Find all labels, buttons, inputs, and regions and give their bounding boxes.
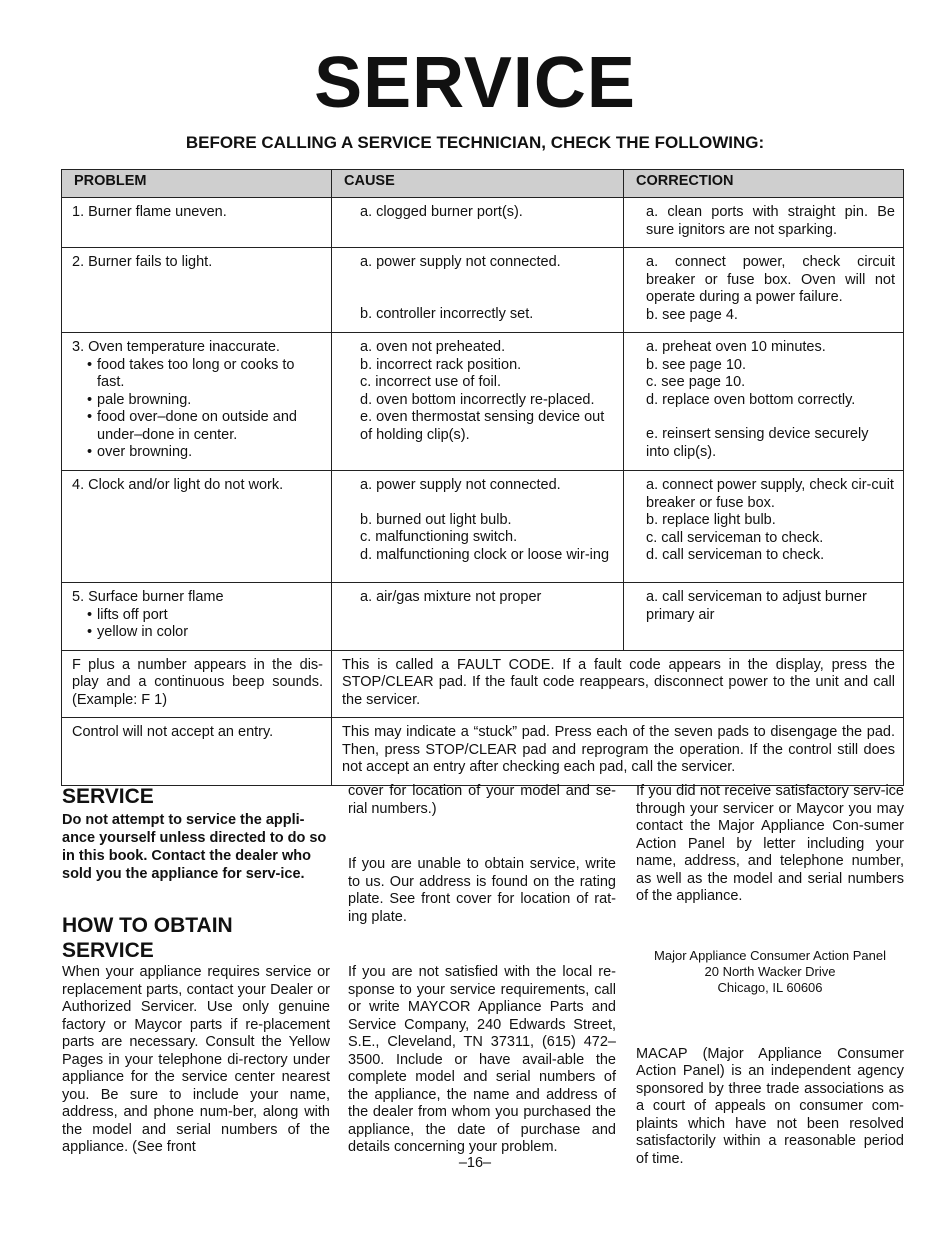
- service-table: [61, 169, 904, 786]
- problem-text: 3. Oven temperature inaccurate.: [72, 339, 280, 355]
- correction-cell: [624, 471, 904, 583]
- table-row: [62, 583, 904, 651]
- description-cell: [332, 650, 904, 718]
- service-warning: Do not attempt to service the appli-ance yourself unless directed to do so in this book. Contact the dealer who sold you the appliance for serv-ice.: [62, 812, 327, 882]
- section-heading-obtain-line2: SERVICE: [62, 939, 154, 962]
- section-heading-service: SERVICE: [62, 785, 154, 808]
- problem-cell: 5. Surface burner flame • lifts off port • yellow in color: [62, 583, 332, 651]
- mid-paragraph-2: If you are unable to obtain service, write to us. Our address is found on the rating plate. See front cover for location of rat-ing plate.: [348, 856, 616, 925]
- table-row: [62, 471, 904, 583]
- problem-bullet: over browning.: [97, 444, 193, 460]
- problem-bullet: pale browning.: [97, 391, 192, 408]
- cause-item: b. incorrect rack position.: [360, 356, 522, 373]
- mid-paragraph-3: If you are not satisfied with the local re-sponse to your service requirements, call or write MAYCOR Appliance Parts and Service Company, 240 Edwards Street, S.E., Cleveland, TN 37311, (615) 472–3500. Include or have avail-able the complete model and serial numbers of the appliance, the name and address of the dealer from whom you purchased the appliance, the date of purchase and details concerning your problem.: [348, 964, 616, 1155]
- address-line: 20 North Wacker Drive: [704, 963, 836, 979]
- middle-column: [348, 783, 616, 1157]
- table-row: [62, 718, 904, 786]
- correction-item: c. call serviceman to check.: [646, 529, 824, 546]
- problem-cell: [62, 248, 332, 333]
- correction-cell: [624, 248, 904, 333]
- address-line: Major Appliance Consumer Action Panel: [654, 947, 886, 963]
- right-column: [636, 783, 904, 1168]
- cause-item: c. malfunctioning switch.: [360, 529, 518, 545]
- problem-cell: 3. Oven temperature inaccurate. • food takes too long or cooks to fast. • pale browning. • food over–done on outside and under–done in center. • over browning.: [62, 333, 332, 471]
- cause-item: d. malfunctioning clock or loose wir-ing: [360, 546, 610, 563]
- description-text: This is called a FAULT CODE. If a fault code appears in the display, press the STOP/CLEAR pad. If the fault code reappears, disconnect power to the unit and call the servicer.: [342, 656, 895, 708]
- problem-text: 1. Burner flame uneven.: [72, 204, 227, 220]
- obtain-service-body: When your appliance requires service or replacement parts, contact your Dealer or Authorized Servicer. Use only genuine factory or Maycor parts if re-placement parts are necessary. Consult the Yellow Pages in your telephone di-rectory under appliance for the service center nearest you. Be sure to include your name, address, and phone num-ber, along with the model and serial numbers of the appliance. (See front: [62, 964, 330, 1155]
- correction-item: a. preheat oven 10 minutes.: [646, 339, 826, 355]
- page-number: –16–: [458, 1155, 492, 1171]
- mid-paragraph-1: cover for location of your model and se-rial numbers.): [348, 783, 616, 817]
- problem-cell: [62, 471, 332, 583]
- problem-cell: [62, 198, 332, 248]
- right-paragraph-1: If you did not receive satisfactory serv-ice through your servicer or Maycor you may contact the Major Appliance Con-sumer Action Panel by letter including your name, address, and telephone number, as well as the model and serial numbers of the appliance.: [636, 783, 904, 904]
- cause-item: a. clogged burner port(s).: [360, 204, 523, 220]
- cause-item: a. air/gas mixture not proper: [360, 589, 542, 605]
- table-row: [62, 333, 904, 471]
- cause-cell: [332, 471, 624, 583]
- cause-item: b. controller incorrectly set.: [360, 305, 534, 322]
- correction-cell: [624, 333, 904, 471]
- header-problem: PROBLEM: [62, 170, 332, 198]
- problem-bullet: food over–done on outside and under–done in center.: [97, 409, 297, 443]
- cause-item: e. oven thermostat sensing device out of holding clip(s).: [360, 409, 605, 443]
- problem-text: F plus a number appears in the dis-play and a continuous beep sounds. (Example: F 1): [72, 656, 323, 708]
- correction-cell: [624, 198, 904, 248]
- page-subtitle: BEFORE CALLING A SERVICE TECHNICIAN, CHECK THE FOLLOWING:: [185, 133, 765, 152]
- table-row: [62, 248, 904, 333]
- header-correction: CORRECTION: [624, 170, 904, 198]
- left-column: [62, 784, 330, 1157]
- correction-cell: [624, 583, 904, 651]
- correction-item: a. clean ports with straight pin. Be sure ignitors are not sparking.: [646, 204, 895, 238]
- correction-item: b. see page 10.: [646, 356, 746, 373]
- header-cause: CAUSE: [332, 170, 624, 198]
- cause-item: d. oven bottom incorrectly re-placed.: [360, 391, 595, 408]
- page-title: SERVICE: [314, 43, 636, 123]
- cause-cell: [332, 248, 624, 333]
- problem-bullet: lifts off port: [97, 606, 168, 623]
- cause-item: b. burned out light bulb.: [360, 511, 512, 528]
- cause-cell: [332, 198, 624, 248]
- problem-text: 2. Burner fails to light.: [72, 254, 213, 270]
- correction-item: d. replace oven bottom correctly.: [646, 391, 856, 408]
- correction-item: b. replace light bulb.: [646, 512, 776, 528]
- problem-cell: [62, 650, 332, 718]
- right-paragraph-2: MACAP (Major Appliance Consumer Action Panel) is an independent agency sponsored by three trade associations as a court of appeals on consumer com-plaints which have not been resolved satisfactorily within a reasonable period of time.: [636, 1045, 904, 1167]
- cause-item: a. power supply not connected.: [360, 477, 561, 493]
- table-row: [62, 650, 904, 718]
- macap-address: [636, 948, 904, 996]
- address-line: Chicago, IL 60606: [717, 979, 823, 995]
- correction-item: a. connect power supply, check cir-cuit breaker or fuse box.: [646, 477, 894, 511]
- table-header-row: [62, 170, 904, 198]
- correction-item: b. see page 4.: [646, 306, 738, 323]
- cause-item: a. oven not preheated.: [360, 339, 506, 355]
- section-heading-obtain-line1: HOW TO OBTAIN: [62, 914, 233, 937]
- correction-item: e. reinsert sensing device securely into clip(s).: [646, 426, 869, 460]
- cause-cell: [332, 583, 624, 651]
- problem-cell: [62, 718, 332, 786]
- cause-item: a. power supply not connected.: [360, 254, 561, 270]
- problem-text: 4. Clock and/or light do not work.: [72, 477, 284, 493]
- correction-item: a. call serviceman to adjust burner primary air: [646, 589, 867, 623]
- description-cell: [332, 718, 904, 786]
- description-text: This may indicate a “stuck” pad. Press each of the seven pads to disengage the pad. Then, press STOP/CLEAR pad and reprogram the operation. If the control still does not accept an entry after checking each pad, call the servicer.: [342, 724, 895, 775]
- correction-item: a. connect power, check circuit breaker or fuse box. Oven will not operate during a power failure.: [646, 254, 895, 305]
- problem-bullet: yellow in color: [97, 624, 189, 640]
- problem-text: 5. Surface burner flame: [72, 589, 224, 605]
- correction-item: d. call serviceman to check.: [646, 547, 825, 563]
- correction-item: c. see page 10.: [646, 374, 746, 390]
- table-row: [62, 198, 904, 248]
- cause-cell: [332, 333, 624, 471]
- cause-item: c. incorrect use of foil.: [360, 374, 502, 390]
- problem-text: Control will not accept an entry.: [72, 724, 274, 740]
- problem-bullet: food takes too long or cooks to fast.: [97, 356, 295, 390]
